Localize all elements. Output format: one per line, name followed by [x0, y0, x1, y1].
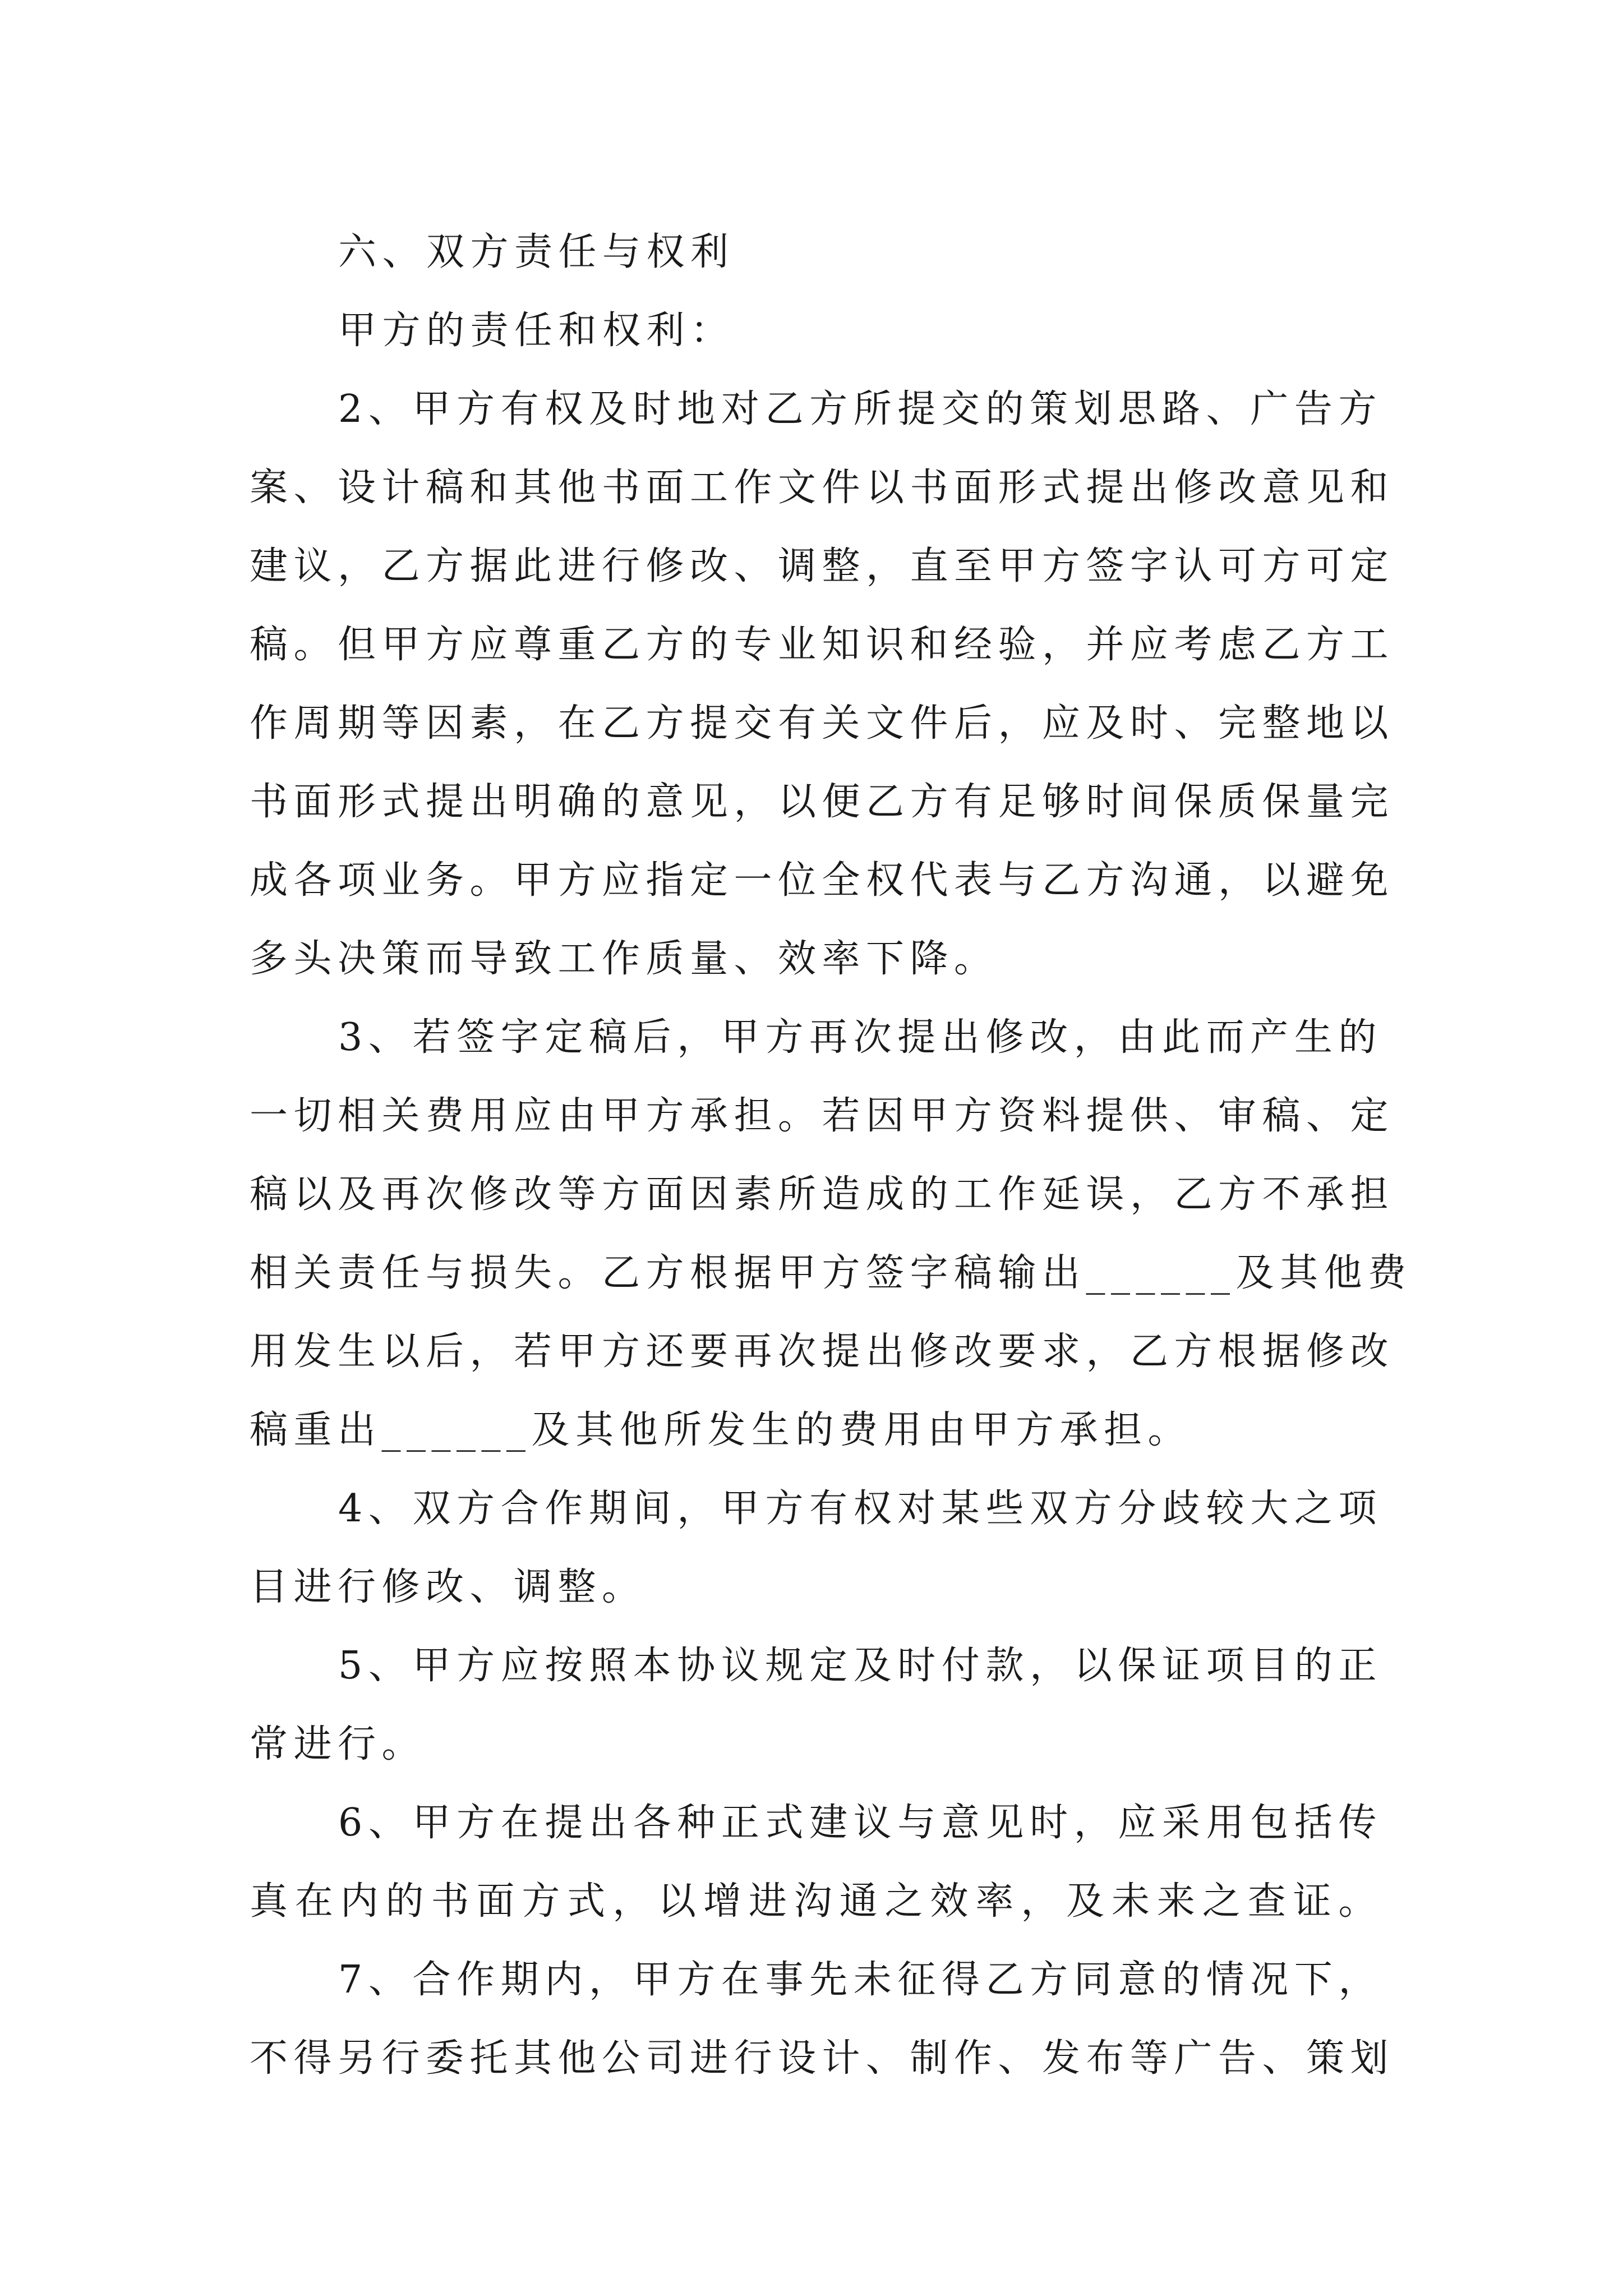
clause-2-line: 稿。但甲方应尊重乙方的专业知识和经验，并应考虑乙方工: [250, 623, 1395, 667]
clause-5-line: 5、甲方应按照本协议规定及时付款，以保证项目的正: [338, 1644, 1382, 1688]
subheading: 甲方的责任和权利：: [338, 309, 735, 353]
clause-7-line: 7、合作期内，甲方在事先未征得乙方同意的情况下，: [338, 1958, 1382, 2002]
clause-6-line: 6、甲方在提出各种正式建议与意见时，应采用包括传: [338, 1801, 1382, 1845]
clause-3-line: 3、若签字定稿后，甲方再次提出修改，由此而产生的: [338, 1015, 1382, 1060]
clause-3-line: 一切相关费用应由甲方承担。若因甲方资料提供、审稿、定: [250, 1094, 1395, 1138]
clause-2-line: 作周期等因素，在乙方提交有关文件后，应及时、完整地以: [250, 701, 1395, 746]
clause-2-line: 2、甲方有权及时地对乙方所提交的策划思路、广告方: [338, 387, 1382, 431]
clause-4-line: 4、双方合作期间，甲方有权对某些双方分歧较大之项: [338, 1487, 1382, 1531]
clause-3-line: 用发生以后，若甲方还要再次提出修改要求，乙方根据修改: [250, 1329, 1395, 1374]
clause-2-line: 书面形式提出明确的意见，以便乙方有足够时间保质保量完: [250, 780, 1395, 824]
document-body: [250, 213, 1412, 2098]
clause-7-line: 不得另行委托其他公司进行设计、制作、发布等广告、策划: [250, 2036, 1395, 2081]
clause-5-line: 常进行。: [250, 1722, 426, 1766]
clause-2-line: 案、设计稿和其他书面工作文件以书面形式提出修改意见和: [250, 466, 1395, 510]
clause-2-line: 多头决策而导致工作质量、效率下降。: [250, 937, 998, 981]
clause-2-line: 建议，乙方据此进行修改、调整，直至甲方签字认可方可定: [250, 544, 1395, 588]
clause-3-line: 稿重出______及其他所发生的费用由甲方承担。: [250, 1408, 1192, 1452]
clause-3-line: 稿以及再次修改等方面因素所造成的工作延误，乙方不承担: [250, 1172, 1395, 1217]
clause-6-line: 真在内的书面方式，以增进沟通之效率，及未来之查证。: [250, 1879, 1382, 1924]
clause-3-line: 相关责任与损失。乙方根据甲方签字稿输出______及其他费: [250, 1251, 1412, 1295]
clause-4-line: 目进行修改、调整。: [250, 1565, 646, 1609]
clause-2-line: 成各项业务。甲方应指定一位全权代表与乙方沟通，以避免: [250, 858, 1395, 903]
section-heading: 六、双方责任与权利: [338, 230, 735, 274]
